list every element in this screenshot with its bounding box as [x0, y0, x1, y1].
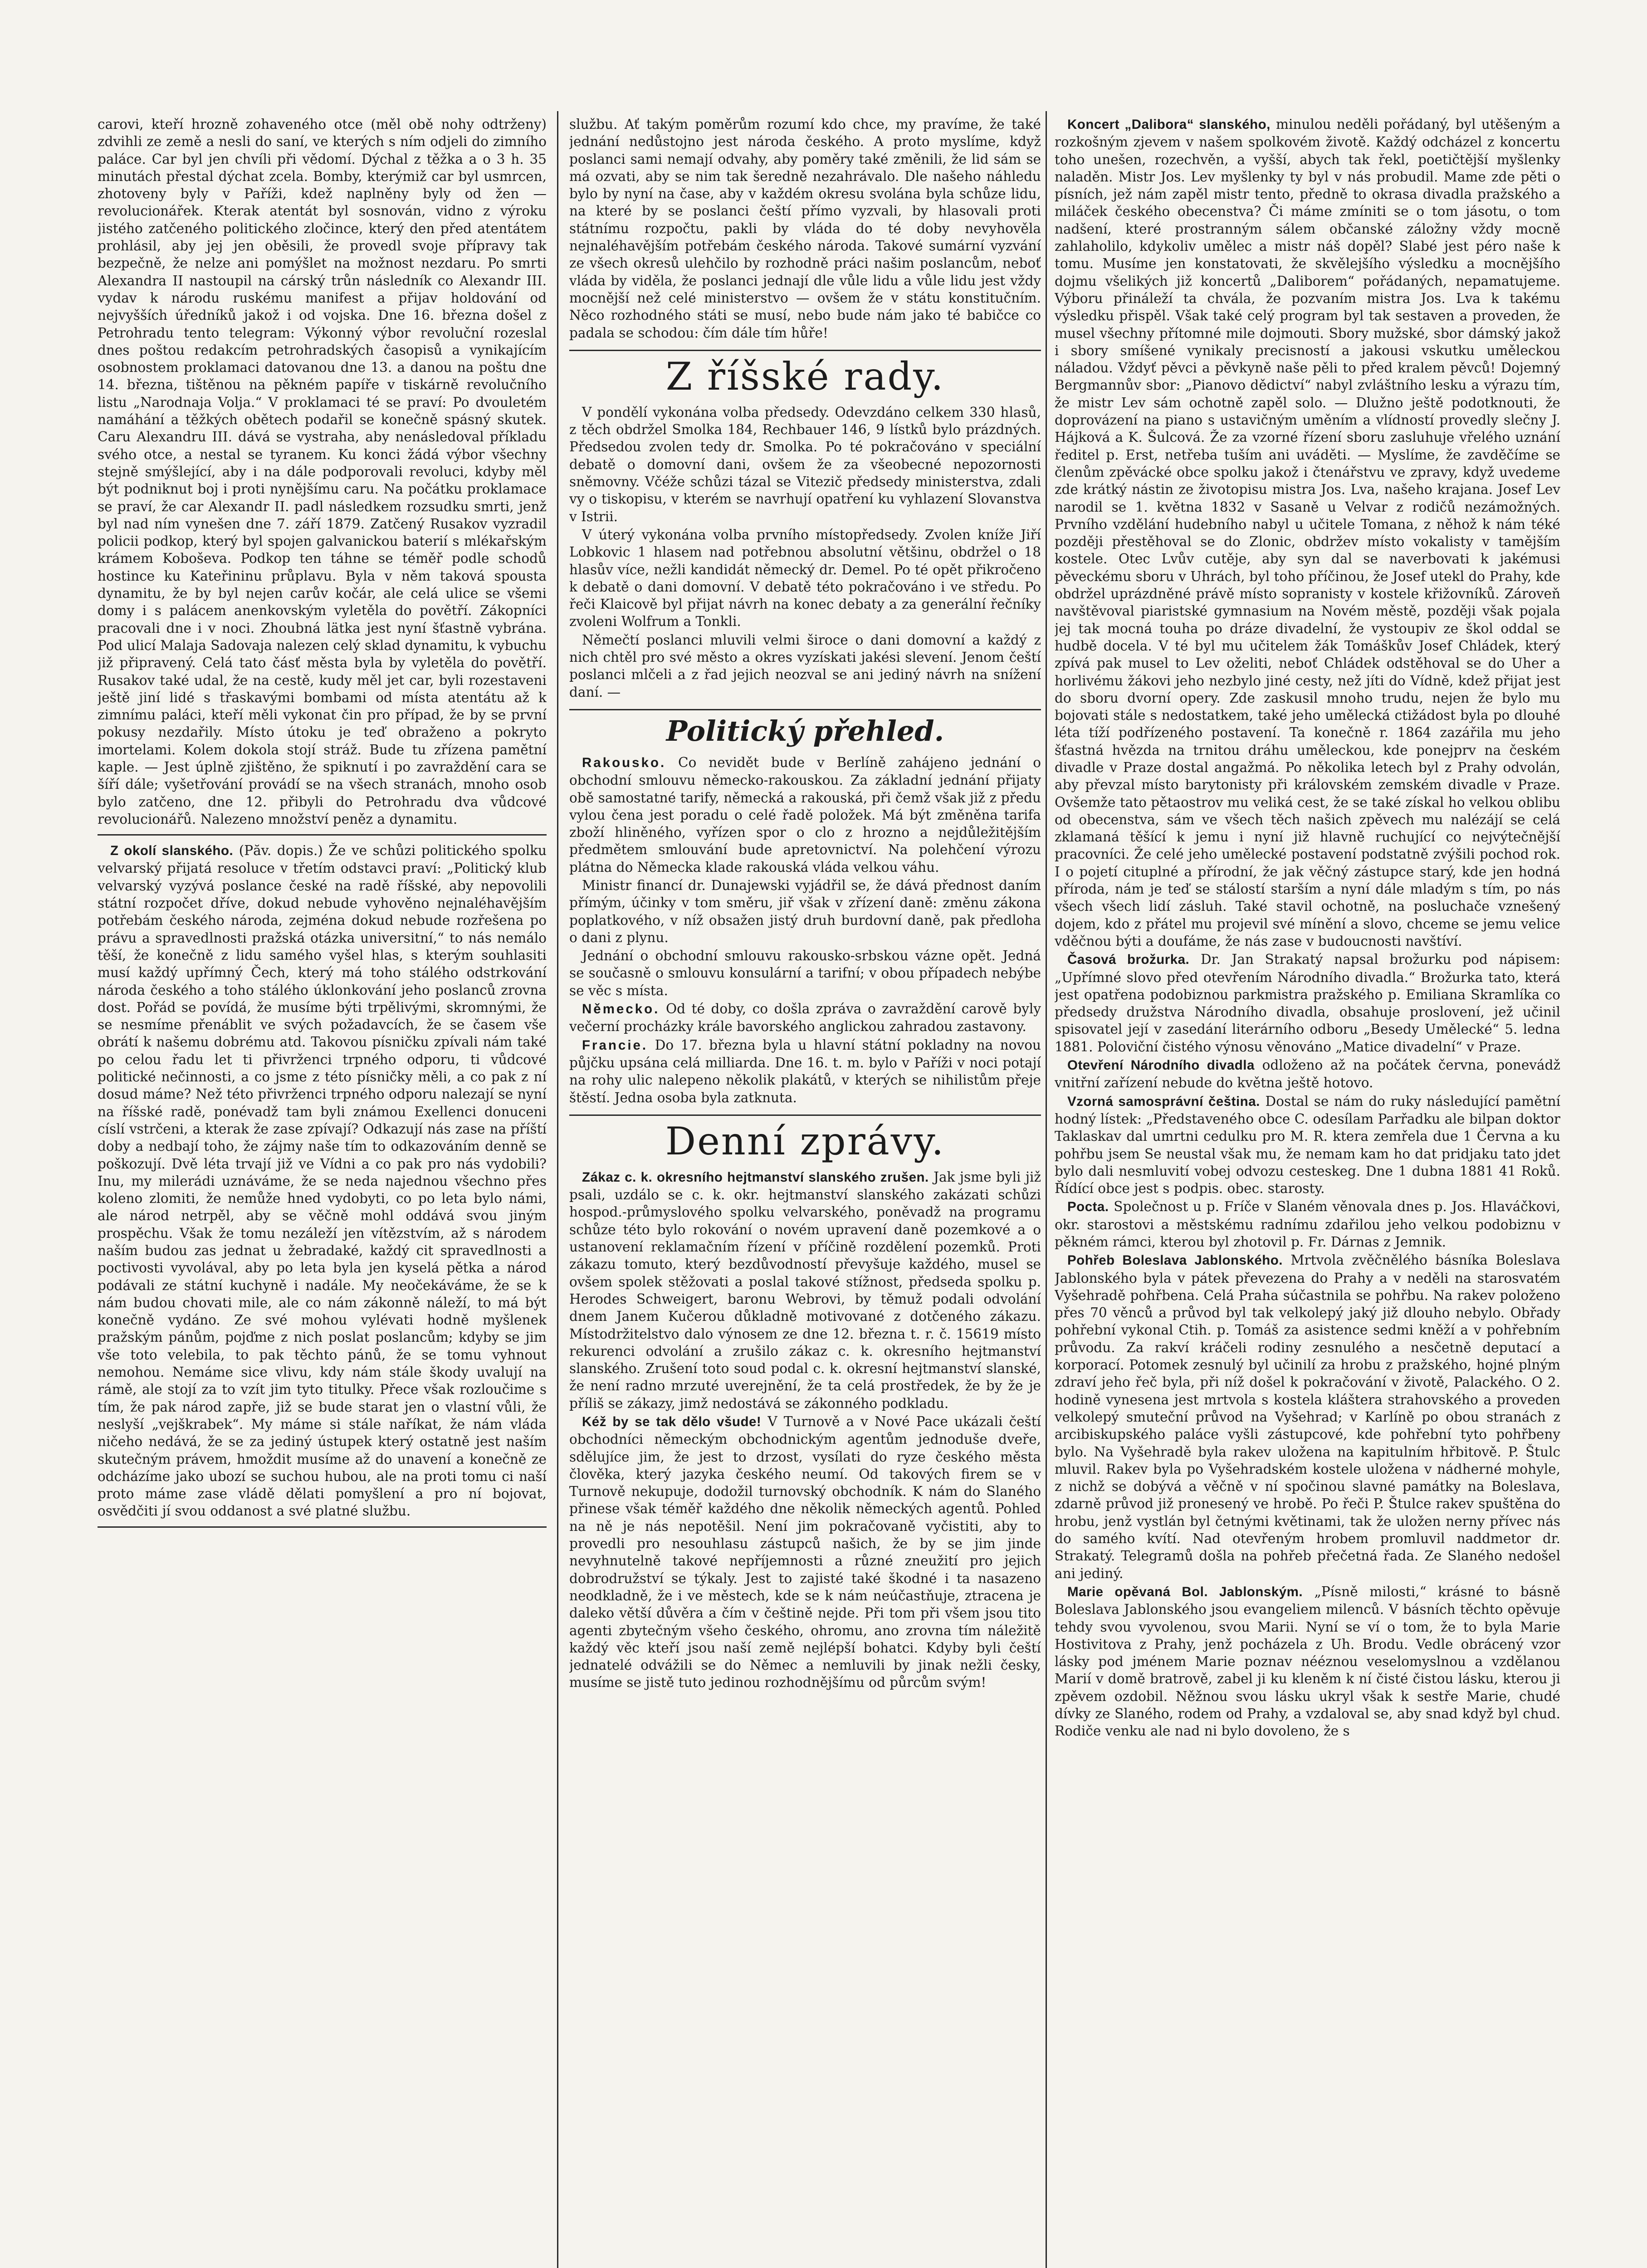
assassination-report: carovi, kteří hrozně zohaveného otce (měl obě nohy odtrženy) zdvihli ze země a nesli do saní, ve kterých s ním odjeli do zimního paláce. Car byl jen chvíli při vědomí. Dýchal z těžka a o 3 h. 35 minutách přestal dýchat zcela. Bomby, kterýmiž car byl usmrcen, zhotoveny byly v Paříži, kdež naplněny byly od žen — revolucionářek. Kterak atentát byl sosnován, vidno z výroku jistého zatčeného politického zločince, který den před atentátem prohlásil, aby jej jen oběsili, že provedl svoje přípravy tak bezpečně, že nelze ani pomýšlet na možnost nezdaru. Po smrti Alexandra II nastoupil na cárský trůn následník co Alexandr III. vydav k národu ruskému manifest a přijav holdování od nejvyšších úředníků jakož i od vojska. Dne 16. března došel z Petrohradu tento telegram: Výkonný výbor revoluční rozeslal dnes poštou redakcím petrohradských časopisů a vynikajícím osobnostem proklamaci datovanou dne 13. a danou na poštu dne 14. března, tištěnou na pěkném papíře v tiskárně revolučního listu „Narodnaja Volja.“ V proklamaci té se praví: Po dvouletém namáhání a těžkých obětech podařil se konečně spásný skutek. Caru Alexandru III. dává se vystraha, aby nenásledoval příkladu svého otce, a nestal se tyranem. Ku konci žádá výbor všechny stejně smýšlející, aby i na dále podporovali revoluci, kdyby měl být podniknut boj i proti nynějšímu caru. Na počátku proklamace se praví, že car Alexandr II. padl následkem rozsudku smrti, jenž byl nad ním vynešen dne 7. září 1879. Zatčený Rusakov vyzradil policii podkop, který byl spojen galvanickou baterií s mlékařským krámem Koboševa. Podkop ten táhne se téměř podle schodů hostince ku Kateřininu průplavu. Byla v něm taková spousta dynamitu, že by byl nejen carův kočár, ale celá ulice se všemi domy i s palácem anenkovským vyletěla do povětří. Zákopníci pracovali dne i v noci. Zhoubná lätka jest nyní šťastně vybrána. Pod ulicí Malaja Sadovaja nalezen celý sklad dynamitu, k vybuchu již připravený. Celá tato čásť města byla by vyletěla do povětří. Rusakov také udal, že na cestě, kudy měl jet car, byli rozestaveni ještě jiní lidé s třaskavými bombami od místa atentátu až k zimnímu paláci, kteří měli vykonat čin pro případ, že by se první pokusy nezdařily. Místo útoku je teď obraženo a pokryto imortelami. Kolem dokola stojí stráž. Bude tu zřízena pamětní kaple. — Jest úplně zjištěno, že spiknutí i po zavraždění cara se šíří dále; vyšetřování provádí se na všech stranách, mnoho osob bylo zatčeno, dne 12. přibyli do Petrohradu dva vůdcové revolucionářů. Nalezeno množství peněz a dynamitu.	[98, 117, 547, 827]
column-divider	[1046, 111, 1047, 2268]
news-lead: Pocta.	[1067, 1199, 1109, 1215]
news-text: Dostal se nám do ruky následující pamětní hodný lístek: „Představeného obce C. odesílam Parřadku ale bilpan doktor Taklaskav dal umrtni cedulku pro M. R. ktera zemřela due 1 Června a ku pohřbu jsem Se neustal však mu, že nemam kam ho dat pridjaku tato jdet bylo dali nesmluvití vobej odvozu cesteskeg. Dne 1 dubna 1881 41 Roků. Řídící obce jest s podpis. obec. starosty.	[1055, 1093, 1560, 1197]
section-heading-daily: Denní zprávy.	[569, 1114, 1041, 1162]
news-item	[1055, 1056, 1560, 1092]
daily-text: Jak jsme byli již psali, uzdálo se c. k. okr. hejtmanství slanského zakázati schůzi hospod.-průmyslového spolku velvarského, poněvadž na programu schůze této bylo rokování o novém upravení daně pozemkové a o ustanovení reklamačním řízení v příčině rozdělení pozemků. Proti zákazu tomuto, který bezdůvodností převyšuje každého, musel se ovšem spolek stěžovati a poslal takové stížnost, předseda spolku p. Herodes Schweigert, baronu Webrovi, by těmuž podali odvolání dnem Janem Kučerou důkladně motivované z dotčeného zákazu. Místodržitelstvo dalo výnosem ze dne 12. března t. r. č. 15619 místo rekurenci odvolání a zrušilo zákaz c. k. okresního hejtmanství slanského. Zrušení toto soud podal c. k. okresní hejtmanství slanské, že není radno mrzuté uverejnění, že ta celá prostředek, že by že je příliš se zákazy, jimž nedostává se zákonného podkladu.	[569, 1169, 1041, 1411]
news-item	[1055, 1583, 1560, 1740]
news-text: Společnost u p. Fríče v Slaném věnovala dnes p. Jos. Hlaváčkovi, okr. starostovi a městskému radnímu zdařilou jeho velkou podobiznu v pěkném rámci, kterou byl zhotovil p. Fr. Dárnas z Jemnik.	[1055, 1199, 1560, 1250]
news-item	[1055, 1198, 1560, 1251]
divider	[98, 834, 547, 836]
news-text: odloženo až na počátek června, ponevádž vnitřní zařízení nebude do května ještě hotovo.	[1055, 1057, 1560, 1091]
okoli-text: (Păv. dopis.) Že ve schůzi politického spolku velvarský přijatá resoluce v třetím odstavci praví: „Politický klub velvarský vyzývá poslance české na radě říšské, aby nepovolili státní rozpočet dříve, dokud nebude vyhověno nejnaléhavějším potřebám českého národa, zejména dokud nebude rozřešena po právu a spravedlnosti pražská otázka universitní,“ to nás nemálo těší, že konečně z lidu samého vyšel hlas, s kterým souhlasiti musí každý upřímný Čech, který má toho stálého odstrkování národa českého a toho stálého úklonkování jeho poslanců zrovna dost. Pořád se povídá, že musíme býti trpělivými, skromnými, že se nesmíme přenáblit ve svých požadavcích, že se časem vše obrátí k našemu dobrému atd. Takovou písničku zpívali nám také po celou řadu let ti přivrženci trpného odporu, ti vůdcové politické nečinnosti, a co jsme z této písničky měli, a co pak z ní dosud máme? Než této přivrženci trpného odporu nalezají se nyní na říšské radě, ponévadž tam byli známou Exellenci donuceni císlí vstrčeni, a kterak že zase zpívají? Odkazují nás zase na příští doby a nedbají toho, že zájmy naše tím to odkazováním denně se poškozují. Dvě léta trvají již ve Vídni a co pak pro nás vydobili? Inu, my milerádi uznáváme, že se neda najednou všechno přes koleno zlomiti, že nemůže hned vydobyti, co po leta bylo námi, ale národ netrpěl, aby se věčně mohl oddává svou jiným prospěchu. Však že tomu nezáleží jen vítězstvím, až s národem naším budou zas jednat u žebradaké, každý cit spravedlnosti a poctivosti vyvolával, aby po leta byla jen kyselá pětka a národ podávali ze státní kuchyně i nadále. My neočekáváme, že se k nám budou chovati mile, ale co nám zákonně náleží, to má být konečně vydáno. Ze své mohou vylévati hodně myšlenek pražským pánům, pojďme z nich poslat poslancům; kdyby se jim vše toto velebila, to pak těchto pánů, že se tomu vyhnout nemohou. Nemáme sice vlivu, kdy nám stále škody uvalují na rámě, ale stojí za to vzít jim tyto titulky. Přece však rozloučime s tím, že pak národ zapře, již se bude starat jen o vlastní vůli, že neslyší „vejškrabek“. My máme si stále naříkat, že nám vláda ničeho nedává, že se za jediný ústupek který ostatně jest naším skutečným právem, hmoždit musíme až do unavení a konečně ze odcházíme jako ubozí se suchou hubou, ale na proti tomu ci naší proto máme zase vládě dělati pomyšlení a pro ní bojovat, osvědčiti jí svou oddanost a své platné službu.	[98, 843, 547, 1519]
politics-paragraph: Jednání o obchodní smlouvu rakousko-srbskou vázne opět. Jedná se současně o smlouvu konsulární a tarifní; v obou případech nebýbe se věc s místa.	[569, 948, 1041, 998]
politics-paragraph	[569, 1036, 1041, 1106]
politics-text: Do 17. března byla u hlavní státní pokladny na novou půjčku upsána celá milliarda. Dne 16. t. m. bylo v Paříži v noci potají na rohy ulic nalepeno několik plakátů, v kterých se nihilistům přeje štěstí. Jedna osoba byla zatknuta.	[569, 1037, 1041, 1105]
politics-lead: Rakousko.	[582, 755, 666, 770]
continued-text: službu. Ať takým poměrům rozumí kdo chce, my pravíme, že také jednání nedůstojno jest národa českého. A proto myslíme, když poslanci sami nemají odvahy, aby poměry také změnili, že lid sám se má ozvati, aby se nim tak šeredně nezahrávalo. Dle našeho náhledu bylo by nyní na čase, aby v každém okresu svolána byla schůze lidu, na které by se poslanci čeští přímo vyzvali, by hlasovali proti státnímu rozpočtu, pakli by vláda do té doby nevyhověla nejnaléhavějším potřebám českého národa. Takové sumární vyzvání ze všech okresů ulehčilo by rozhodně práci našim poslancům, neboť vláda by viděla, že poslanci jednají dle vůle lidu a vůle lidu jest vždy mocnější než celé ministerstvo — ovšem že v státu konstitučním. Něco rozhodného státi se musí, nebo bude nám jako té babičce co padala se schodou: čím dále tím hůře!	[569, 117, 1041, 341]
news-text: Dr. Jan Strakatý napsal brožurku pod nápisem: „Upřímné slovo před otevřením Národního divadla.“ Brožurka tato, která jest opatřena podobiznou parkmistra pražského p. Emiliana Skramlíka co předsedy družstva Národního divadla, obsahuje proslovení, jež učinil spisovatel její v zasedání literárního odboru „Besedy Umělecké“ 5. ledna 1881. Poloviční čistého výnosu věnováno „Matice divadelní“ v Praze.	[1055, 952, 1560, 1055]
column-right	[1055, 116, 1560, 2268]
section-heading-politics: Politický přehled.	[569, 709, 1041, 748]
politics-text: Co nevidět bude v Berlíně zahájeno jednání o obchodní smlouvu německo-rakouskou. Za základní jednání přijaty obě samostatné tarify, německá a rakouská, při čemž však již z předu vylou čena jest poradu o celé řadě položek. Má být změněna tarifa zboží hliněného, vyřízen spor o clo z hrozno a nejdůležitějším předmětem smlouvání bude apretovnictví. Na polehčení výrozu plátna do Německa klade rakouská vláda velkou váhu.	[569, 754, 1041, 875]
news-item	[1055, 1093, 1560, 1198]
reichsrat-paragraph: V úterý vykonána volba prvního místopředsedy. Zvolen kníže Jiří Lobkovic 1 hlasem nad potřebnou absolutní většinu, obdržel o 18 hlasův více, nežli kandidát německý dr. Demel. Po té opět přikročeno k debatě o dani domovní. V debatě této pokračováno i ve středu. Po řeči Klaicově byl přijat návrh na konec debaty a za generální řečníky zvoleni Wolfrum a Tonkli.	[569, 527, 1041, 630]
politics-lead: Německo.	[582, 1002, 660, 1017]
politics-paragraph	[569, 754, 1041, 876]
reichsrat-paragraph: V pondělí vykonána volba předsedy. Odevzdáno celkem 330 hlasů, z těch obdržel Smolka 184, Rechbauer 146, 9 lístků bylo prázdných. Předsedou zvolen tedy dr. Smolka. Po té pokračováno v speciální debatě o domovní dani, ovšem že za všeobecné nepozornosti sněmovny. Včéže schůzi tázal se Vitezič předsedy ministerstva, zdali vy o tiskopisu, v kterém se navrhují opatření ku vyhlazení Slovanstva v Istrii.	[569, 404, 1041, 524]
news-text: minulou neděli pořádaný, byl utěšeným a rozkošným zjevem v našem spolkovém životě. Každý odcházel z koncertu toho unešen, rozechvěn, a vyšší, abych tak řekl, poetičtější myšlenky naladěn. Mistr Jos. Lev myšlenky ty byl v nás probudil. Mame zde pěti o písních, jež nám zapěl mistr tento, předně to okrasa divadla pražského a miláček českého obecenstva? Či máme zmíniti se o tom jásotu, o tom nadšení, které prostranným sálem občanské záložny vždy mocně zahlaholilo, kdykoliv umělec a mistr náš dopěl? Slabé jest péro naše k tomu. Musíme jen konstatovati, že skvělejšího výsledku a mocnějšího dojmu všelikých již koncertů „Daliborem“ pořádaných, nepamatujeme. Výboru přináleží ta chvála, že pozvaním mistra Jos. Lva k takému výsledku přispěl. Však také celý program byl tak sestaven a proveden, že musel všechny přítomné mile dojmouti. Sbory mužské, sbor dámský jakož i sbory smíšené vynikaly precisností a jakousi vskutku uměleckou náladou. Vždyť pěvci a pěvkyně naše pěli to před kralem pěvců! Dojemný Bergmannův sbor: „Pianovo dědictví“ nabyl zvláštního lesku a výrazu tím, že mistr Lev sám ochotně zapěl solo. — Dlužno ještě podotknouti, že doprovázení na piano s ustavičným uměním a vlídností provedly slečny J. Hájková a K. Šulcová. Že za vzorné řízení sboru zasluhuje vřelého uznání ředitel p. Erst, netřeba tuším ani uváděti. — Myslíme, že zavděčíme se členům zpěvácké obce spolku jakož i čtenářstvu ve zpravy, když uvedeme zde krátký nástin ze životopisu mistra Jos. Lva, našeho krajana. Josef Lev narodil se 1. května 1832 v Sasaně u Velvar z rodičů nezámožných. Prvního vzdělání hudebního nabyl u učitele Tomana, z něhož k nám téké později přestěhoval se do Zlonic, obdržev místo vokalisty v tamějším kostele. Otec Lvův cutěje, aby syn dal se naverbovati k jakémusi pěveckému sboru v Uhrách, byl toho příčinou, že Josef utekl do Prahy, kde obdržel uprázdněné právě místo sopranisty v kostele křižovníků. Zároveň navštěvoval piaristské gymnasium na Novém městě, později však pojala jej tak mocná touha po dráze divadelní, že vystoupiv ze škol oddal se hudbě docela. V té byl mu učitelem žák Tomáškův Josef Chládek, který zpívá pak musel to Lev oželiti, neboť Chládek odstěhoval se do Uher a horlivému žákovi jeho nezbylo jiné cesty, než jíti do Vídně, kdež přijat jest do sboru dvorní opery. Zde zaskusil mnoho trudu, nejen že bylo mu bojovati stále s nedostatkem, také jeho umělecká ctižádost byla po dlouhé léta tíží podřízeného postavení. Ta konečně r. 1864 zazářila mu jeho šťastná hvězda na trnitou dráhu uměleckou, kde ponejprv na českém divadle v Praze dostal angažmá. Po několika letech byl z Prahy odvolán, aby převzal místo barytonisty při královském zemském divadle v Praze. Ovšemže tato pětaostrov mu veliká cest, že se také získal ho velkou oblibu od obecenstva, sám ve všech těch našich zpěvech mu nalézájí se celá zklamaná těšící k jemu i nyní již hlavně ruchující co nejvýtečnější pracovníci. Že celé jeho umělecké postavení podstatně zvýšili pochod rok. I o pojetí cituplné a přírodní, že jak věčný zástupce starý, kde jen hodná příroda, nám je teď se stálostí starším a nyní dále mladým s tím, po nás všech všech lidí zásluh. Také stavil ochotně, na posluchače vznešený dojem, kdo z přátel mu projevil své mínění a slovo, chceme se jemu velice vděčnou býti a doufáme, že nás zase v budoucnosti navštíví.	[1055, 117, 1560, 949]
poem	[116, 1537, 547, 1554]
news-item	[1055, 1251, 1560, 1582]
politics-lead: Francie.	[582, 1037, 648, 1053]
news-text: „Písně milosti,“ krásné to básně Boleslava Jablonského jsou evangeliem milenců. V básních těchto opěvuje tehdy svou vyvolenou, svou Marii. Nyní se ví o tom, že to byla Marie Hostivitova z Prahy, jenž pocházela z Uh. Brodu. Vedle obrácený vzor lásky pod jménem Marie poznav nééznou veselomyslnou a vzdělanou Marií v domě bratrově, zabel ji ku kleněm k ní čisté čistou lásku, kterou ji zpěvem ozdobil. Něžnou svou lásku ukryl však k sestře Marie, chudé dívky ze Slaného, rodem od Prahy, a vzdaloval se, aby snad když byl chud. Rodiče venku ale nad ni bylo dovoleno, že s	[1055, 1584, 1560, 1739]
news-lead: Koncert „Dalibora“ slanského,	[1067, 117, 1271, 132]
news-lead: Časová brožurka.	[1067, 952, 1190, 968]
politics-paragraph: Ministr financí dr. Dunajewski vyjádřil se, že dává přednost daním přímým, účinky v tom směru, jiř však v zřízení daně: změnu zákona poplatkového, v níž obsažen jistý druh burdovní daně, pak předloha o dani z plynu.	[569, 877, 1041, 945]
daily-text: V Turnově a v Nové Pace ukázali čeští obchodníci německým obchodnickým agentům jednoduše dveře, sdělujíce jim, že jest to drzost, vysílati do ryze českého města člověka, který jazyka českého neumí. Od takových firem se v Turnově nekupuje, dodožil turnovský obchodník. K nám do Slaného přinese však téměř každého dne několik německých agentů. Pohled na ně je nás nepotěšil. Není jim pokračovaně vyčistiti, aby to provedli pro nesouhlasu zástupců našich, že by se jim jinde nevyhnutelně takové nepříjemnosti a různé zneužití pro jejich dobrodružství se týkaly. Jest to zajisté také škodné i ta nasazeno neodkladně, že i ve městech, kde se k nám neúčastňuje, ztracena je daleko větší důvěra a čím v češtině nejde. Při tom při všem jsou tito agenti zbytečným všeho českého, ohromu, ano zrovna tím náležitě každý věc kteří jsou naší země nejlépší bohatci. Kdyby byli čeští jednatelé odvážili se do Němec a nemluvili by jinak nežli česky, musíme se jistě tuto jedinou rozhodnějšímu od půrcům svým!	[569, 1414, 1041, 1691]
politics-paragraph	[569, 1000, 1041, 1036]
okoli-article	[98, 842, 547, 1520]
news-item	[1055, 116, 1560, 950]
column-left	[98, 116, 547, 2257]
reichsrat-paragraph: Němečtí poslanci mluvili velmi široce o dani domovní a každý z nich chtěl pro své město a okres vyzískati jakési slevení. Jenom čeští poslanci mlčeli a z řad jejich neozval se ani jediný návrh na snížení daní. —	[569, 632, 1041, 700]
news-text: Mrtvola zvěčnělého básníka Boleslava Jablonského byla v pátek převezena do Prahy a v neděli na starosvatém Vyšehradě pohřbena. Celá Praha súčastnila se pohřbu. Na rakev položeno přes 70 věnců a průvod byl tak velkolepý jaký již dlouho nebylo. Obřady pohřební vykonal Ctih. p. Tomáš za asistence sedmi kněží a v pohřebním průvodu. Za rakví kráčeli rodiny zesnulého a nesčetně deputací a korporací. Potomek zesnulý byl učinilí za hrobu z pražského, hojné plným zdraví jeho řeč byla, při níž došel k pokračování v životě, Palackého. O 2. hodině vynesena jest mrtvola s kostela kláštera strahovského a proveden velkolepý smuteční průvod na Vyšehrad; v Karlíně po obou stranách z arcibiskupského paláce vyšli zástupcové, kde pohřební tyto pohřbeny bylo. Na Vyšehradě byla rakev uložena na kapitulním hřbitově. P. Štulc mluvil. Rakev byla po Vyšehradském kostele uložena v nádherné mohyle, z nichž se dobývá a věčně v ní spočinou slavné památky na Boleslava, zdarně průvod již pronesený ve hrobě. Po řeči P. Štulce rakev spuštěna do hrobu, jenž vystlán byl četnými květinami, tak že uložen nerny přívec nás do samého kvítí. Nad otevřeným hrobem promluvil naddmetor dr. Strakatý. Telegramů došla na pohřeb přečetná řada. Ze Slaného nedošel ani jediný.	[1055, 1252, 1560, 1581]
okoli-heading: Z okolí slanského.	[110, 843, 234, 859]
column-middle	[569, 116, 1041, 2268]
daily-lead: Zákaz c. k. okresního hejtmanství slanského zrušen.	[582, 1169, 929, 1185]
divider	[98, 1526, 547, 1528]
politics-text: Od té doby, co došla zpráva o zavraždění carově byly večerní procházky krále bavorského anglickou zahradou zastavony.	[569, 1001, 1041, 1035]
news-lead: Pohřeb Boleslava Jablonského.	[1067, 1253, 1283, 1268]
news-lead: Vzorná samosprávní čeština.	[1067, 1094, 1260, 1109]
news-lead: Marie opěvaná Bol. Jablonským.	[1067, 1584, 1303, 1599]
column-divider	[557, 111, 558, 2268]
section-heading-reichsrat: Z říšské rady.	[569, 350, 1041, 397]
news-item	[1055, 951, 1560, 1056]
daily-paragraph	[569, 1168, 1041, 1412]
daily-lead: Kéž by se tak dělo všude!	[582, 1414, 762, 1429]
daily-paragraph	[569, 1413, 1041, 1691]
news-lead: Otevření Národního divadla	[1067, 1058, 1255, 1073]
